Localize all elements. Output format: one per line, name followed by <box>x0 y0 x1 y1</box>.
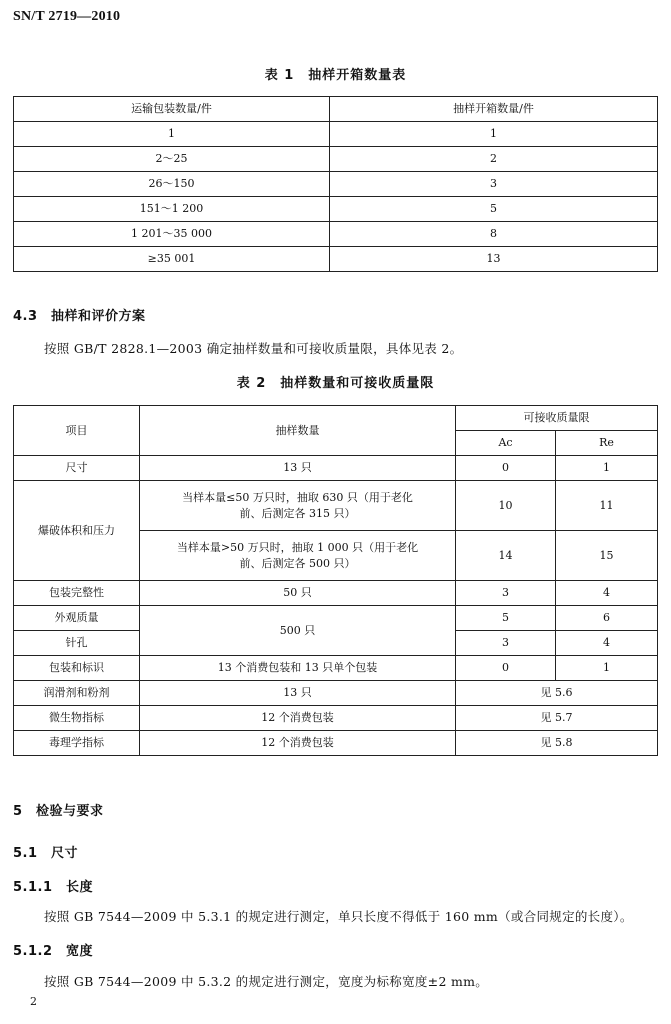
table-cell: 0 <box>456 456 556 481</box>
section-4-3-heading: 4.3 抽样和评价方案 <box>13 309 146 324</box>
table-cell: 0 <box>456 656 556 681</box>
table-row <box>14 681 658 706</box>
table-cell: 3 <box>330 172 658 197</box>
table-cell: 5 <box>330 197 658 222</box>
standard-code: SN/T 2719—2010 <box>13 9 121 24</box>
table-cell: 针孔 <box>14 631 140 656</box>
table-cell: ≥35 001 <box>14 247 330 272</box>
table-cell: 包装和标识 <box>14 656 140 681</box>
section-5-1-2-text: 按照 GB 7544—2009 中 5.3.2 的规定进行测定，宽度为标称宽度±2 mm。 <box>44 974 489 989</box>
table-cell: 见 5.8 <box>456 731 658 756</box>
table-cell: 6 <box>556 606 658 631</box>
column-header: 项目 <box>14 406 140 456</box>
table-header-row <box>14 406 658 431</box>
table-cell: 4 <box>556 631 658 656</box>
table-cell: 1 201～35 000 <box>14 222 330 247</box>
table-cell: 50 只 <box>140 581 456 606</box>
table-cell: 当样本量≤50 万只时，抽取 630 只（用于老化前、后测定各 315 只） <box>140 481 456 531</box>
table-cell: 11 <box>556 481 658 531</box>
table-row <box>14 581 658 606</box>
column-header: 抽样数量 <box>140 406 456 456</box>
table-row <box>14 122 658 147</box>
section-5-1-1-heading: 5.1.1 长度 <box>13 880 94 895</box>
section-5-1-1-text: 按照 GB 7544—2009 中 5.3.1 的规定进行测定，单只长度不得低于 160 mm（或合同规定的长度）。 <box>44 909 633 924</box>
table-cell: 见 5.7 <box>456 706 658 731</box>
table-cell: 4 <box>556 581 658 606</box>
table-cell: 151～1 200 <box>14 197 330 222</box>
column-header: 抽样开箱数量/件 <box>330 97 658 122</box>
table-cell: 26～150 <box>14 172 330 197</box>
table-cell: 13 <box>330 247 658 272</box>
table-cell: 润滑剂和粉剂 <box>14 681 140 706</box>
table-cell: 13 只 <box>140 681 456 706</box>
table-row <box>14 731 658 756</box>
column-header: Re <box>556 431 658 456</box>
table-cell: 500 只 <box>140 606 456 656</box>
table-cell: 1 <box>14 122 330 147</box>
table-cell: 3 <box>456 631 556 656</box>
section-5-1-heading: 5.1 尺寸 <box>13 846 79 861</box>
table-cell: 13 个消费包装和 13 只单个包装 <box>140 656 456 681</box>
table-row <box>14 222 658 247</box>
table-cell: 2～25 <box>14 147 330 172</box>
table-cell: 8 <box>330 222 658 247</box>
table-row <box>14 247 658 272</box>
table-cell: 12 个消费包装 <box>140 731 456 756</box>
table-cell: 包装完整性 <box>14 581 140 606</box>
table-cell: 2 <box>330 147 658 172</box>
table-cell: 见 5.6 <box>456 681 658 706</box>
page-number: 2 <box>30 995 37 1008</box>
column-header: 运输包装数量/件 <box>14 97 330 122</box>
table-header-row <box>14 97 658 122</box>
section-5-heading: 5 检验与要求 <box>13 804 104 819</box>
column-header: Ac <box>456 431 556 456</box>
section-5-1-2-heading: 5.1.2 宽度 <box>13 944 94 959</box>
table-cell: 爆破体积和压力 <box>14 481 140 581</box>
table-cell: 15 <box>556 531 658 581</box>
table-cell: 1 <box>556 656 658 681</box>
table2-caption: 表 2 抽样数量和可接收质量限 <box>236 376 435 391</box>
table-cell: 13 只 <box>140 456 456 481</box>
table-cell: 1 <box>556 456 658 481</box>
table2 <box>13 405 658 756</box>
table-row <box>14 197 658 222</box>
table-row <box>14 172 658 197</box>
table-cell: 14 <box>456 531 556 581</box>
table-cell: 毒理学指标 <box>14 731 140 756</box>
table-cell: 3 <box>456 581 556 606</box>
table1 <box>13 96 658 272</box>
table-row <box>14 147 658 172</box>
table-row <box>14 456 658 481</box>
table-cell: 12 个消费包装 <box>140 706 456 731</box>
table-cell: 外观质量 <box>14 606 140 631</box>
table1-caption: 表 1 抽样开箱数量表 <box>264 68 407 83</box>
table-row <box>14 656 658 681</box>
column-header: 可接收质量限 <box>456 406 658 431</box>
table-cell: 当样本量>50 万只时，抽取 1 000 只（用于老化前、后测定各 500 只） <box>140 531 456 581</box>
table-row <box>14 481 658 531</box>
table-cell: 10 <box>456 481 556 531</box>
table-cell: 1 <box>330 122 658 147</box>
table-cell: 尺寸 <box>14 456 140 481</box>
table-row <box>14 606 658 631</box>
table-row <box>14 706 658 731</box>
table-cell: 5 <box>456 606 556 631</box>
table-cell: 微生物指标 <box>14 706 140 731</box>
section-4-3-text: 按照 GB/T 2828.1—2003 确定抽样数量和可接收质量限，具体见表 2。 <box>44 341 463 356</box>
